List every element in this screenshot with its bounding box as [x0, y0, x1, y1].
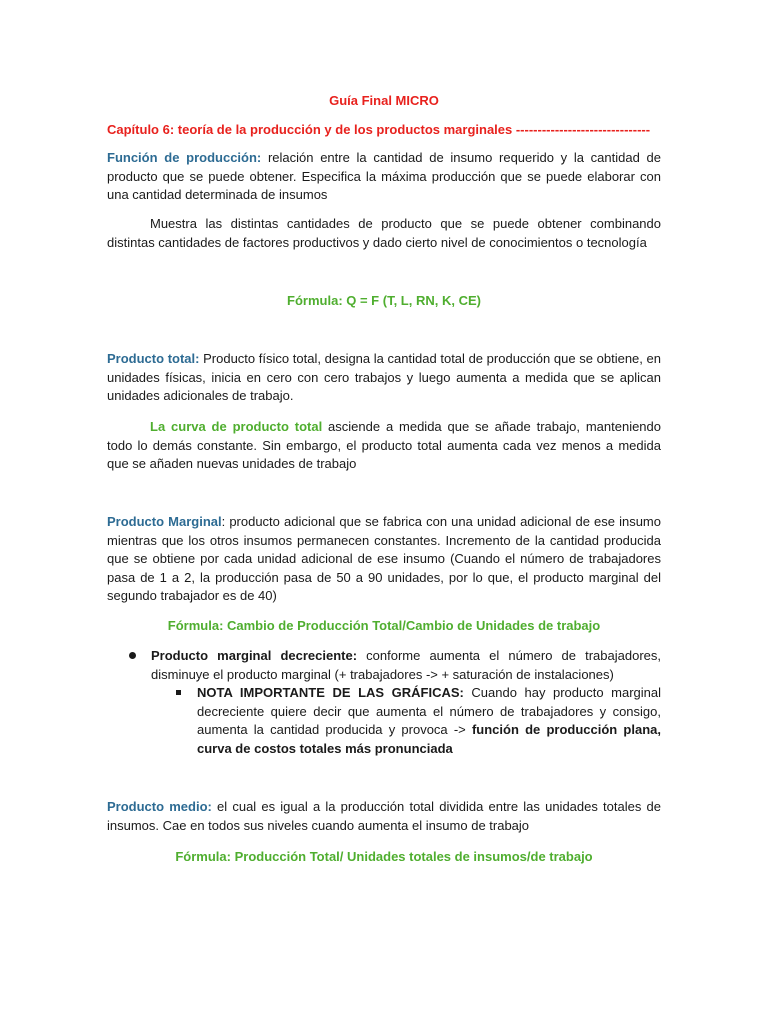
text-producto-medio: el cual es igual a la producción total dividida entre las unidades totales de insumos. Cae en todos sus niveles cuando aumenta el insumo de trabajo: [107, 799, 662, 833]
paragraph-producto-total: [107, 350, 661, 406]
text-producto-marginal: : producto adicional que se fabrica con una unidad adicional de ese insumo mientras que los otros insumos permanecen constantes. Incremento de la cantidad producida que se obtiene por cada unidad adicional de ese insumo (Cuando el número de trabajadores pasa de 1 a 2, la producción pasa de 50 a 90 unidades, por lo que, el producto marginal del segundo trabajador es de 40): [107, 514, 661, 604]
term-producto-medio: Producto medio:: [107, 799, 212, 814]
formula-producto-marginal: Fórmula: Cambio de Producción Total/Cambio de Unidades de trabajo: [167, 618, 601, 633]
term-funcion-produccion: Función de producción:: [107, 150, 262, 165]
emphasis-nota-importante: función de producción plana, curva de costos totales más pronunciada: [197, 722, 661, 756]
bullet-nota-importante: [197, 684, 661, 758]
bullet-square-icon: [176, 690, 181, 695]
paragraph-funcion-produccion: [107, 149, 661, 205]
document-title: Guía Final MICRO: [329, 93, 439, 108]
bullet-dot-icon: [129, 652, 136, 659]
paragraph-muestra: Muestra las distintas cantidades de producto que se puede obtener combinando distintas cantidades de factores productivos y dado cierto nivel de conocimientos o tecnología: [107, 216, 661, 250]
bullet-producto-marginal-decreciente: [151, 647, 661, 684]
term-producto-marginal: Producto Marginal: [107, 514, 222, 529]
term-producto-marginal-decreciente: Producto marginal decreciente:: [151, 648, 358, 663]
paragraph-curva-producto-total: [107, 418, 661, 474]
text-producto-marginal-decreciente: conforme aumenta el número de trabajadores, disminuye el producto marginal (+ trabajadores -> + saturación de instalaciones): [151, 648, 661, 682]
formula-producto-medio: Fórmula: Producción Total/ Unidades totales de insumos/de trabajo: [175, 849, 593, 864]
text-nota-importante: Cuando hay producto marginal decreciente quiere decir que aumenta el número de trabajadores y consigo, aumenta la cantidad producida y provoca ->: [197, 685, 661, 738]
paragraph-producto-medio: [107, 798, 661, 835]
formula-produccion: Fórmula: Q = F (T, L, RN, K, CE): [287, 293, 481, 308]
text-curva-producto-total: asciende a medida que se añade trabajo, manteniendo todo lo demás constante. Sin embargo, el producto total aumenta cada vez menos a medida que se añaden nuevas unidades de trabajo: [107, 419, 661, 472]
term-producto-total: Producto total:: [107, 351, 200, 366]
paragraph-producto-marginal: [107, 513, 661, 606]
term-curva-producto-total: La curva de producto total: [150, 419, 323, 434]
chapter-heading: Capítulo 6: teoría de la producción y de los productos marginales -------------------------------: [107, 122, 651, 137]
text-producto-total: Producto físico total, designa la cantidad total de producción que se obtiene, en unidades físicas, inicia en cero con cero trabajos y luego aumenta a medida que se aplican unidades adicionales de trabajo.: [107, 351, 661, 404]
text-funcion-produccion: relación entre la cantidad de insumo requerido y la cantidad de producto que se puede obtener. Especifica la máxima producción que se puede elaborar con una cantidad determinada de insumos: [107, 150, 661, 203]
term-nota-importante: NOTA IMPORTANTE DE LAS GRÁFICAS:: [197, 685, 464, 700]
